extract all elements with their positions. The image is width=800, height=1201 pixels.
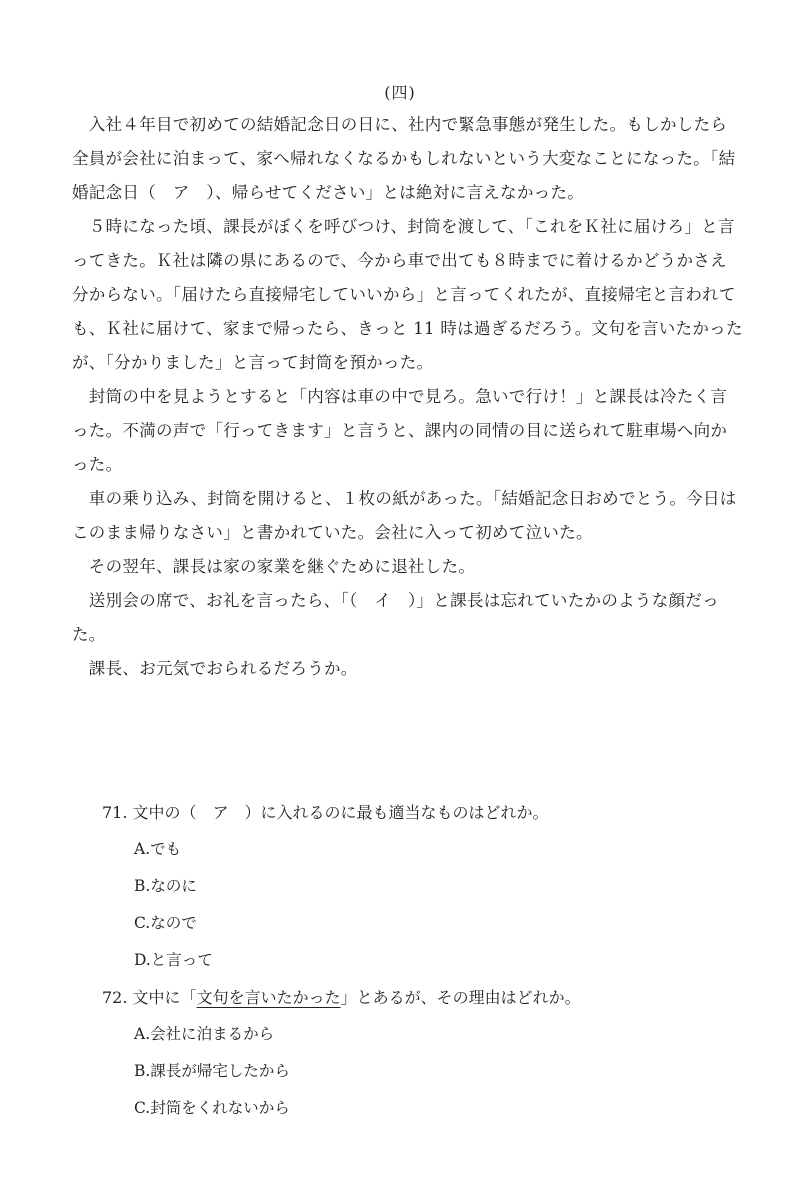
reading-passage [72,108,743,686]
question-number: 72. [102,988,128,1007]
question-list [102,794,722,1127]
question-text-after: 」とあるが、その理由はどれか。 [340,988,581,1007]
passage-line: 課長、お元気でおられるだろうか。 [72,659,358,678]
passage-line: った。 [72,455,123,474]
passage-line: 婚記念日（ ア ）、帰らせてください」とは絶対に言えなかった。 [72,183,585,202]
option-72-a[interactable]: A.会社に泊まるから [134,1025,275,1043]
passage-line: た。 [72,625,106,644]
underlined-phrase: 文句を言いたかった [196,988,341,1007]
option-71-b[interactable]: B.なのに [134,877,197,895]
passage-line: 封筒の中を見ようとすると「内容は車の中で見ろ。急いで行け！」と課長は冷たく言 [72,387,728,406]
option-71-a[interactable]: A.でも [134,840,182,858]
option-71-d[interactable]: D.と言って [134,951,213,969]
passage-line: も、Ｋ社に届けて、家まで帰ったら、きっと 11 時は過ぎるだろう。文句を言いたかった [72,319,743,338]
question-71 [102,794,722,831]
passage-line: ５時になった頃、課長がぼくを呼びつけ、封筒を渡して、「これをＫ社に届けろ」と言 [72,217,735,236]
passage-line: 分からない。「届けたら直接帰宅していいから」と言ってくれたが、直接帰宅と言われて [72,285,736,304]
passage-line: 車の乗り込み、封筒を開けると、１枚の紙があった。「結婚記念日おめでとう。今日は [72,489,737,508]
passage-line: が、「分かりました」と言って封筒を預かった。 [72,353,434,372]
question-text-before: 文中に「 [132,988,197,1007]
passage-line: ってきた。Ｋ社は隣の県にあるので、今から車で出ても８時までに着けるかどうかさえ [72,251,727,270]
question-number: 71. [102,803,128,822]
question-72 [102,979,722,1016]
passage-line: 入社４年目で初めての結婚記念日の日に、社内で緊急事態が発生した。もしかしたら [72,115,728,134]
option-72-c[interactable]: C.封筒をくれないから [134,1099,290,1117]
question-text: 文中の（ ア ）に入れるのに最も適当なものはどれか。 [132,803,549,822]
passage-line: 送別会の席で、お礼を言ったら、「（ イ ）」と課長は忘れていたかのような顔だっ [72,591,719,610]
option-71-c[interactable]: C.なので [134,914,197,932]
passage-line: った。不満の声で「行ってきます」と言うと、課内の同情の目に送られて駐車場へ向か [72,421,728,440]
passage-line: その翌年、課長は家の家業を継ぐために退社した。 [72,557,476,576]
section-heading: (四) [384,83,416,102]
passage-line: 全員が会社に泊まって、家へ帰れなくなるかもしれないという大変なことになった。「結 [72,149,736,168]
passage-line: このまま帰りなさい」と書かれていた。会社に入って初めて泣いた。 [72,523,593,542]
option-72-b[interactable]: B.課長が帰宅したから [134,1062,290,1080]
